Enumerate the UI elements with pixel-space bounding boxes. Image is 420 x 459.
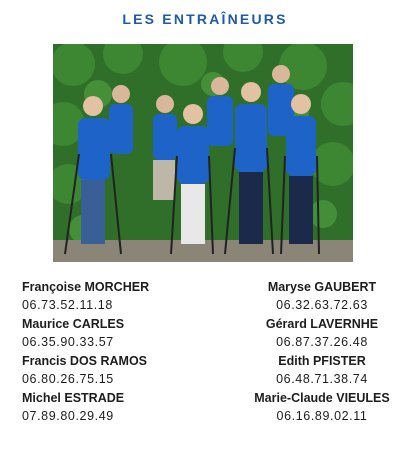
coach-entry: [22, 316, 202, 350]
team-photo-illustration: [53, 44, 353, 262]
coach-name: Françoise MORCHER: [22, 280, 150, 294]
coach-entry: [238, 390, 406, 424]
coach-phone: 07.89.80.29.49: [22, 409, 114, 423]
coach-phone: 06.73.52.11.18: [22, 298, 113, 312]
coach-phone: 06.48.71.38.74: [276, 372, 368, 386]
coach-name: Michel ESTRADE: [22, 391, 125, 405]
coach-entry: [238, 279, 406, 313]
coach-entry: [238, 353, 406, 387]
coach-name: Edith PFISTER: [278, 354, 366, 368]
coach-entry: [22, 390, 202, 424]
coach-list-right: [238, 279, 406, 427]
team-photo: [53, 44, 353, 262]
coach-name: Maryse GAUBERT: [267, 280, 377, 294]
coach-phone: 06.16.89.02.11: [276, 409, 368, 423]
coach-phone: 06.87.37.26.48: [276, 335, 368, 349]
coach-name: Marie-Claude VIEULES: [254, 391, 390, 405]
coach-name: Gérard LAVERNHE: [265, 317, 379, 331]
coach-phone: 06.80.26.75.15: [22, 372, 114, 386]
section-title: LES ENTRAÎNEURS: [122, 11, 288, 27]
coach-name: Maurice CARLES: [22, 317, 125, 331]
coach-entry: [22, 353, 202, 387]
coach-entry: [238, 316, 406, 350]
coach-phone: 06.32.63.72.63: [276, 298, 368, 312]
coach-phone: 06.35.90.33.57: [22, 335, 114, 349]
coach-list-left: [22, 279, 202, 427]
coach-name: Francis DOS RAMOS: [22, 354, 148, 368]
coach-entry: [22, 279, 202, 313]
